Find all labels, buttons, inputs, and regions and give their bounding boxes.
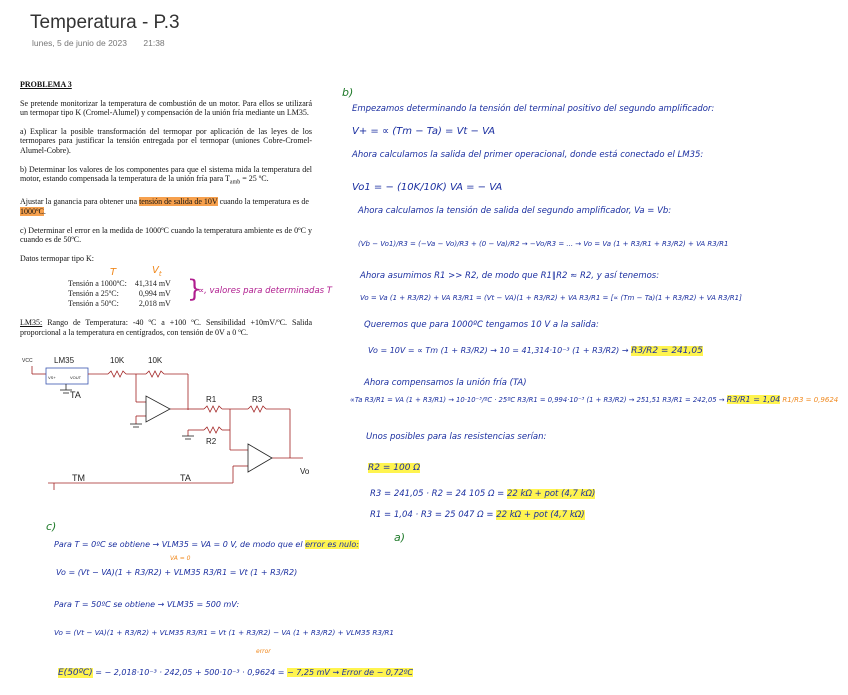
problem-part-c: c) Determinar el error en la medida de 1000ºC cuando la temperatura ambiente es de 0ºC y cuando es de 50ºC. bbox=[20, 225, 312, 245]
ratio-r1-r3: R1/R3 = 0,9624 bbox=[782, 396, 839, 404]
vo-label: Vo bbox=[300, 467, 310, 476]
problem-gain: Ajustar la ganancia para obtener una tensión de salida de 10V cuando la temperatura es de 1000ºC. bbox=[20, 197, 309, 216]
e50-label: E(50ºC) bbox=[58, 668, 93, 678]
part-a-marker: a) bbox=[394, 531, 406, 544]
page-title: Temperatura - P.3 bbox=[30, 12, 180, 33]
partb-line-1: Empezamos determinando la tensión del terminal positivo del segundo amplificador: bbox=[352, 104, 715, 114]
gain-highlight: tensión de salida de 10V bbox=[139, 197, 218, 207]
partb-line-13: Unos posibles para las resistencias serían: bbox=[366, 432, 547, 442]
partc-line-2: Vo = (Vt − VA)(1 + R3/R2) + VLM35 R3/R1 = Vt (1 + R3/R2) bbox=[56, 568, 298, 577]
ta-label-2: TA bbox=[180, 473, 191, 483]
table-row: Tensión a 50ºC: 2,018 mV bbox=[68, 299, 171, 308]
partc-line-5: E(50ºC) = − 2,018·10⁻³ · 242,05 + 500·10⁻³ · 0,9624 = − 7,25 mV ⇝ Error de − 0,72ºC bbox=[58, 668, 414, 678]
r10k-1-label: 10K bbox=[110, 356, 125, 365]
vcc-label: VCC bbox=[22, 358, 33, 364]
error-annotation: error bbox=[256, 648, 271, 655]
partb-line-4: Vo1 = − (10K/10K) VA = − VA bbox=[352, 182, 503, 193]
partb-line-9: Queremos que para 1000ºC tengamos 10 V a la salida: bbox=[364, 320, 599, 330]
partb-line-8: Vo = Va (1 + R3/R2) + VA R3/R1 = (Vt − VA)(1 + R3/R2) + VA R3/R1 = [∝ (Tm − Ta)(1 + R3/R2) + VA R3/R1] bbox=[360, 294, 742, 302]
col-t-annotation: T bbox=[110, 267, 117, 278]
page-date: lunes, 5 de junio de 2023 bbox=[32, 38, 127, 48]
error-nulo-highlight: error es nulo: bbox=[305, 540, 359, 549]
table-note: ∝, valores para determinadas T bbox=[198, 286, 332, 296]
circuit-diagram bbox=[18, 350, 328, 500]
partb-line-11: Ahora compensamos la unión fría (TA) bbox=[364, 378, 527, 388]
ta-label-1: TA bbox=[70, 390, 81, 400]
col-v-annotation: $V_t$ bbox=[152, 265, 162, 278]
thermocouple-table bbox=[64, 279, 175, 309]
table-row: Tensión a 25ºC: 0,994 mV bbox=[68, 289, 171, 298]
temp-highlight: 1000ºC bbox=[20, 206, 44, 216]
partb-line-7: Ahora asumimos R1 >> R2, de modo que R1∥R2 ≈ R2, y así tenemos: bbox=[360, 271, 660, 281]
r3-value: R3 = 241,05 · R2 = 24 105 Ω = 22 kΩ + pot (4,7 kΩ) bbox=[370, 489, 596, 499]
lm35-spec: LM35: Rango de Temperatura: -40 ºC a +100 ºC. Sensibilidad +10mV/ºC. Salida proporcional a la temperatura en centígrados, con tensión de 0V a 0 ºC. bbox=[20, 318, 312, 337]
vs-label: VS+ bbox=[48, 375, 56, 380]
e50-result: − 7,25 mV ⇝ Error de − 0,72ºC bbox=[287, 668, 414, 677]
r1-value: R1 = 1,04 · R3 = 25 047 Ω = 22 kΩ + pot (4,7 kΩ) bbox=[370, 510, 585, 520]
problem-intro: Se pretende monitorizar la temperatura de combustión de un motor. Para ellos se utilizará un termopar tipo K (Cromel-Alumel) y compensación de la unión fría mediante un LM35. bbox=[20, 98, 312, 118]
partc-line-3: Para T = 50ºC se obtiene → VLM35 = 500 mV: bbox=[54, 600, 240, 609]
problem-part-b: b) Determinar los valores de los componentes para que el sistema mida la temperatura del motor, estando compensada la temperatura de la unión fría para $T_{amb} = 25$ ºC. bbox=[20, 164, 312, 186]
problem-statement bbox=[20, 80, 312, 263]
partb-line-2: V+ = ∝ (Tm − Ta) = Vt − VA bbox=[352, 126, 496, 137]
r1-label: R1 bbox=[206, 395, 217, 404]
page-meta bbox=[32, 38, 179, 48]
vout-label: VOUT bbox=[70, 375, 82, 380]
problem-heading: PROBLEMA 3 bbox=[20, 80, 72, 89]
ratio-r3-r2: R3/R2 = 241,05 bbox=[631, 346, 703, 356]
partb-line-12: ∝Ta R3/R1 = VA (1 + R3/R1) → 10·10⁻³/ºC · 25ºC R3/R1 = 0,994·10⁻³ (1 + R3/R2) → 251,51 R3/R1 = 242,05 → R3/R1 = 1,04 R1/R3 = 0,9624 bbox=[350, 395, 839, 404]
table-row: Tensión a 1000ºC: 41,314 mV bbox=[68, 279, 171, 288]
partb-line-5: Ahora calculamos la tensión de salida del segundo amplificador, Va = Vb: bbox=[358, 206, 672, 216]
ratio-r3-r1: R3/R1 = 1,04 bbox=[726, 395, 781, 404]
problem-part-a: a) Explicar la posible transformación del termopar por aplicación de las leyes de los termopares para justificar la tensión entregada por el termopar (uniones Cobre-Cromel-Alumel-Cobre). bbox=[20, 126, 312, 155]
r3-label: R3 bbox=[252, 395, 263, 404]
r10k-2-label: 10K bbox=[148, 356, 163, 365]
va-zero-annotation: VA = 0 bbox=[170, 555, 191, 562]
partc-line-1: Para T = 0ºC se obtiene → VLM35 = VA = 0 V, de modo que el error es nulo: bbox=[54, 540, 359, 549]
partb-line-6: (Vb − Vo1)/R3 = (−Va − Vo)/R3 + (0 − Va)/R2 → −Vo/R3 = ... → Vo = Va (1 + R3/R1 + R3/R2) + VA R3/R1 bbox=[358, 240, 729, 248]
brace: } bbox=[187, 275, 203, 303]
partb-line-10: Vo = 10V = ∝ Tm (1 + R3/R2) → 10 = 41,314·10⁻³ (1 + R3/R2) → R3/R2 = 241,05 bbox=[368, 346, 703, 356]
partb-line-3: Ahora calculamos la salida del primer operacional, donde está conectado el LM35: bbox=[352, 150, 704, 160]
r2-label: R2 bbox=[206, 437, 217, 446]
part-b-label: b) bbox=[342, 86, 354, 99]
page-time: 21:38 bbox=[143, 38, 165, 48]
tm-label: TM bbox=[72, 473, 85, 483]
part-c-label: c) bbox=[46, 520, 57, 533]
datos-label: Datos termopar tipo K: bbox=[20, 253, 94, 263]
partc-line-4: Vo = (Vt − VA)(1 + R3/R2) + VLM35 R3/R1 = Vt (1 + R3/R2) − VA (1 + R3/R2) + VLM35 R3/R1 bbox=[54, 628, 394, 637]
lm35-label: LM35 bbox=[54, 356, 75, 365]
r2-value: R2 = 100 Ω bbox=[368, 463, 421, 473]
